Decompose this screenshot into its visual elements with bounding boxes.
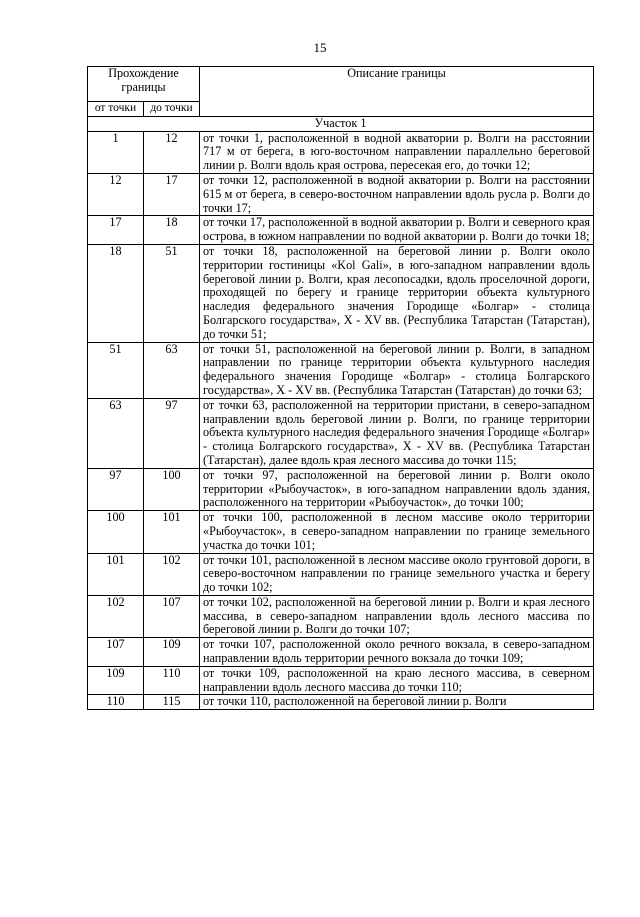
table-row	[88, 511, 594, 553]
description-cell: от точки 110, расположенной на береговой линии р. Волги	[200, 695, 594, 710]
description-cell: от точки 18, расположенной на береговой линии р. Волги около территории гостиницы «Kol Gali», в юго-западном направлении вдоль береговой линии р. Волги, края лесопосадки, вдоль проселочной дороги, проходящей по берегу и границе территории объекта культурного наследия федерального значения Городище «Болгар» - столица Болгарского государства», X - XV вв. (Республика Татарстан (Татарстан), до точки 51;	[200, 244, 594, 342]
to-point-cell: 97	[144, 398, 200, 468]
header-from-point: от точки	[88, 102, 144, 117]
table-row	[88, 173, 594, 215]
from-point-cell: 100	[88, 511, 144, 553]
table-row	[88, 595, 594, 637]
to-point-cell: 63	[144, 342, 200, 398]
description-cell: от точки 17, расположенной в водной акватории р. Волги и северного края острова, в южном направлении по водной акватории р. Волги до точки 18;	[200, 216, 594, 245]
from-point-cell: 1	[88, 131, 144, 173]
header-passage: Прохождение границы	[88, 67, 200, 102]
header-description: Описание границы	[200, 67, 594, 117]
boundary-table	[87, 66, 594, 710]
from-point-cell: 17	[88, 216, 144, 245]
description-cell: от точки 63, расположенной на территории пристани, в северо-западном направлении вдоль береговой линии р. Волги, по границе территории объекта культурного наследия федерального значения Городище «Болгар» - столица Болгарского государства», X - XV вв. (Республика Татарстан (Татарстан), далее вдоль края лесного массива до точки 115;	[200, 398, 594, 468]
to-point-cell: 18	[144, 216, 200, 245]
description-cell: от точки 107, расположенной около речного вокзала, в северо-западном направлении вдоль территории речного вокзала до точки 109;	[200, 638, 594, 667]
table-row	[88, 216, 594, 245]
description-cell: от точки 12, расположенной в водной акватории р. Волги на расстоянии 615 м от берега, в северо-восточном направлении вдоль русла р. Волги до точки 17;	[200, 173, 594, 215]
table-row	[88, 131, 594, 173]
to-point-cell: 110	[144, 666, 200, 695]
from-point-cell: 97	[88, 468, 144, 510]
to-point-cell: 17	[144, 173, 200, 215]
description-cell: от точки 109, расположенной на краю лесного массива, в северном направлении вдоль лесного массива до точки 110;	[200, 666, 594, 695]
page-number: 15	[313, 40, 327, 55]
to-point-cell: 51	[144, 244, 200, 342]
table-row	[88, 638, 594, 667]
to-point-cell: 115	[144, 695, 200, 710]
from-point-cell: 51	[88, 342, 144, 398]
from-point-cell: 101	[88, 553, 144, 595]
from-point-cell: 63	[88, 398, 144, 468]
table-row	[88, 244, 594, 342]
to-point-cell: 100	[144, 468, 200, 510]
table-row	[88, 553, 594, 595]
to-point-cell: 101	[144, 511, 200, 553]
to-point-cell: 109	[144, 638, 200, 667]
section-title: Участок 1	[88, 116, 594, 131]
description-cell: от точки 100, расположенной в лесном массиве около территории «Рыбоучасток», в северо-западном направлении по границе земельного участка до точки 101;	[200, 511, 594, 553]
description-cell: от точки 51, расположенной на береговой линии р. Волги, в западном направлении по границе территории объекта культурного наследия федерального значения Городище «Болгар» - столица Болгарского государства», X - XV вв. (Республика Татарстан (Татарстан) до точки 63;	[200, 342, 594, 398]
description-cell: от точки 97, расположенной на береговой линии р. Волги около территории «Рыбоучасток», в юго-западном направлении вдоль здания, расположенного на территории «Рыбоучасток», до точки 100;	[200, 468, 594, 510]
to-point-cell: 102	[144, 553, 200, 595]
from-point-cell: 109	[88, 666, 144, 695]
to-point-cell: 107	[144, 595, 200, 637]
table-row	[88, 666, 594, 695]
header-to-point: до точки	[144, 102, 200, 117]
description-cell: от точки 101, расположенной в лесном массиве около грунтовой дороги, в северо-восточном направлении по границе земельного участка и берегу до точки 102;	[200, 553, 594, 595]
from-point-cell: 18	[88, 244, 144, 342]
table-row	[88, 398, 594, 468]
from-point-cell: 107	[88, 638, 144, 667]
table-row	[88, 695, 594, 710]
description-cell: от точки 102, расположенной на береговой линии р. Волги и края лесного массива, в северо-западном направлении вдоль лесного массива по береговой линии р. Волги до точки 107;	[200, 595, 594, 637]
from-point-cell: 102	[88, 595, 144, 637]
table-row	[88, 342, 594, 398]
description-cell: от точки 1, расположенной в водной акватории р. Волги на расстоянии 717 м от берега, в юго-восточном направлении параллельно береговой линии р. Волги вдоль края острова, пересекая его, до точки 12;	[200, 131, 594, 173]
from-point-cell: 12	[88, 173, 144, 215]
table-row	[88, 468, 594, 510]
from-point-cell: 110	[88, 695, 144, 710]
to-point-cell: 12	[144, 131, 200, 173]
